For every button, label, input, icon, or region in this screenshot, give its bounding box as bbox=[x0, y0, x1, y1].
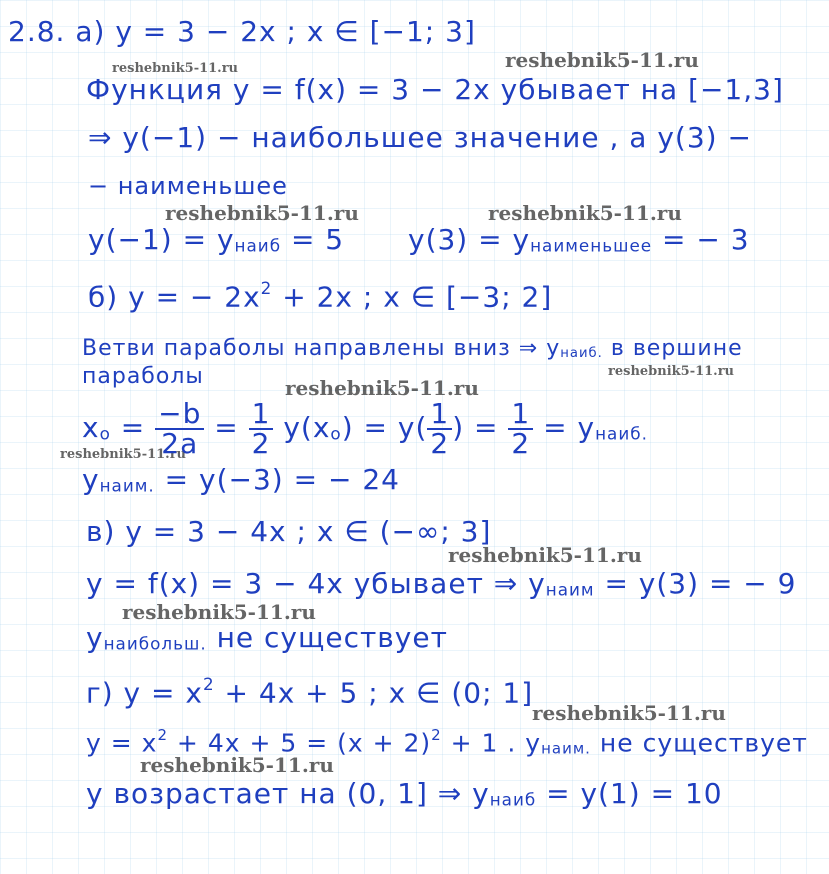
numerator: 1 bbox=[508, 400, 533, 430]
problem-title: 2.8. а) y = 3 − 2x ; x ∈ [−1; 3] bbox=[8, 15, 476, 48]
text: x bbox=[82, 411, 100, 444]
text: в вершине bbox=[602, 336, 743, 361]
text: б) y = − 2x bbox=[88, 280, 261, 314]
text: y(x bbox=[273, 411, 331, 444]
solution-line bbox=[86, 621, 448, 654]
numerator: 1 bbox=[249, 400, 274, 430]
subscript: наименьшее bbox=[530, 235, 653, 256]
text: y = x bbox=[86, 728, 158, 758]
subscript: o bbox=[99, 423, 111, 444]
text: = y(3) = − 9 bbox=[594, 567, 797, 600]
solution-line bbox=[82, 397, 648, 460]
text: = y bbox=[533, 411, 596, 444]
denominator: 2 bbox=[251, 427, 271, 460]
solution-line: − наименьшее bbox=[88, 172, 288, 200]
text: + 4x + 5 = (x + 2) bbox=[167, 728, 432, 758]
watermark: reshebnik5-11.ru bbox=[140, 753, 334, 777]
text: = − 3 bbox=[652, 223, 750, 256]
denominator: 2a bbox=[161, 427, 199, 460]
superscript: 2 bbox=[202, 674, 215, 694]
text: ) = y( bbox=[341, 411, 428, 444]
watermark: reshebnik5-11.ru bbox=[165, 201, 359, 225]
watermark: reshebnik5-11.ru bbox=[532, 701, 726, 725]
solution-line: в) y = 3 − 4x ; x ∈ (−∞; 3] bbox=[86, 515, 492, 548]
solution-line bbox=[82, 463, 400, 496]
subscript: наиб bbox=[489, 789, 537, 810]
denominator: 2 bbox=[511, 427, 531, 460]
superscript: 2 bbox=[431, 726, 442, 744]
fraction bbox=[155, 397, 204, 460]
solution-line bbox=[88, 223, 345, 256]
subscript: наиб. bbox=[595, 423, 648, 444]
solution-line bbox=[86, 567, 797, 600]
text: + 4x + 5 ; x ∈ (0; 1] bbox=[214, 676, 534, 710]
fraction bbox=[508, 397, 533, 460]
watermark: reshebnik5-11.ru bbox=[122, 600, 316, 624]
solution-line bbox=[82, 338, 743, 360]
text: y(3) = y bbox=[408, 223, 531, 256]
numerator: −b bbox=[155, 400, 204, 430]
superscript: 2 bbox=[157, 726, 168, 744]
solution-line bbox=[86, 777, 723, 810]
watermark: reshebnik5-11.ru bbox=[60, 447, 187, 462]
text: y = f(x) = 3 − 4x убывает ⇒ y bbox=[86, 567, 546, 600]
text: = y(−3) = − 24 bbox=[154, 463, 400, 496]
text: y(−1) = y bbox=[88, 223, 235, 256]
text: = bbox=[204, 411, 249, 444]
solution-line: параболы bbox=[82, 364, 204, 389]
subscript: наим. bbox=[541, 739, 591, 758]
watermark: reshebnik5-11.ru bbox=[448, 543, 642, 567]
subscript: наиб. bbox=[560, 345, 603, 361]
text: = y(1) = 10 bbox=[536, 777, 723, 810]
watermark: reshebnik5-11.ru bbox=[488, 201, 682, 225]
solution-line: ⇒ y(−1) − наибольшее значение , а y(3) − bbox=[88, 121, 752, 154]
solution-line bbox=[86, 728, 808, 757]
text: Ветви параболы направлены вниз ⇒ y bbox=[82, 336, 561, 361]
text: г) y = x bbox=[86, 676, 203, 710]
text: ) = bbox=[452, 411, 509, 444]
watermark: reshebnik5-11.ru bbox=[608, 364, 735, 379]
text: = 5 bbox=[281, 223, 345, 256]
denominator: 2 bbox=[430, 427, 450, 460]
watermark: reshebnik5-11.ru bbox=[285, 376, 479, 400]
text: + 1 . y bbox=[441, 728, 542, 758]
fraction bbox=[249, 397, 274, 460]
text: не существует bbox=[590, 728, 808, 758]
watermark: reshebnik5-11.ru bbox=[505, 48, 699, 72]
solution-line bbox=[408, 223, 750, 256]
solution-line: Функция y = f(x) = 3 − 2x убывает на [−1,3] bbox=[86, 73, 784, 106]
text: y возрастает на (0, 1] ⇒ y bbox=[86, 777, 490, 810]
subscript: наим bbox=[545, 579, 595, 600]
text: + 2x ; x ∈ [−3; 2] bbox=[272, 280, 553, 314]
text: = bbox=[110, 411, 156, 444]
text: y bbox=[82, 463, 100, 496]
subscript: o bbox=[330, 423, 342, 444]
solution-line bbox=[86, 676, 533, 708]
text: не существует bbox=[206, 621, 448, 654]
subscript: наим. bbox=[99, 475, 155, 496]
fraction bbox=[427, 397, 452, 460]
text: y bbox=[86, 621, 104, 654]
watermark: reshebnik5-11.ru bbox=[112, 61, 239, 76]
superscript: 2 bbox=[260, 278, 273, 298]
subscript: наиб bbox=[234, 235, 282, 256]
numerator: 1 bbox=[427, 400, 452, 430]
subscript: наибольш. bbox=[103, 633, 207, 654]
solution-line bbox=[88, 280, 552, 312]
